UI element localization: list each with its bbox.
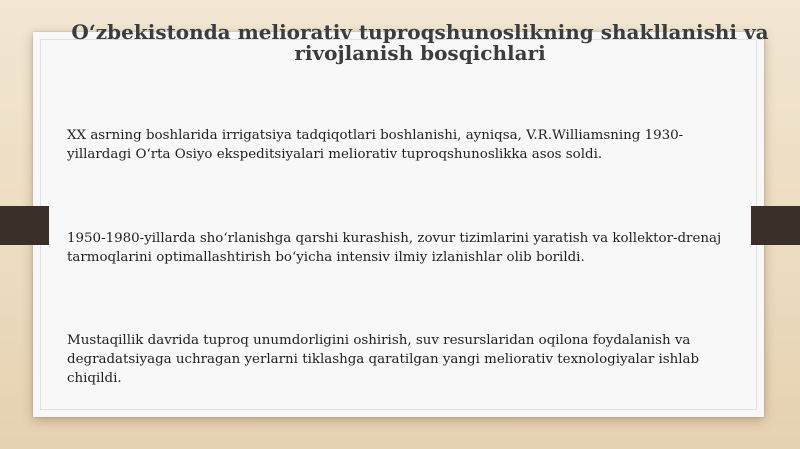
paragraph-independence-period: Mustaqillik davrida tuproq unumdorligini oshirish, suv resurslaridan oqilona foydalanish va degradatsiyaga uchragan yerlarni tiklashga qaratilgan yangi meliorativ texnologiyalar ishlab chiqildi. [67, 333, 700, 386]
left-side-tab [0, 206, 49, 245]
slide-title: O‘zbekistonda meliorativ tuproqshunoslikning shakllanishi va rivojlanish bosqichlari [71, 20, 769, 65]
paragraph-soviet-period: 1950-1980-yillarda sho‘rlanishga qarshi kurashish, zovur tizimlarini yaratish va kollektor-drenaj tarmoqlarini optimallashtirish bo‘yicha intensiv ilmiy izlanishlar olib borildi. [67, 231, 722, 265]
paragraph-early-research: XX asrning boshlarida irrigatsiya tadqiqotlari boshlanishi, ayniqsa, V.R.Williamsning 1930-yillardagi O‘rta Osiyo ekspeditsiyalari meliorativ tuproqshunoslikka asos soldi. [67, 128, 684, 162]
right-side-tab [751, 206, 800, 245]
